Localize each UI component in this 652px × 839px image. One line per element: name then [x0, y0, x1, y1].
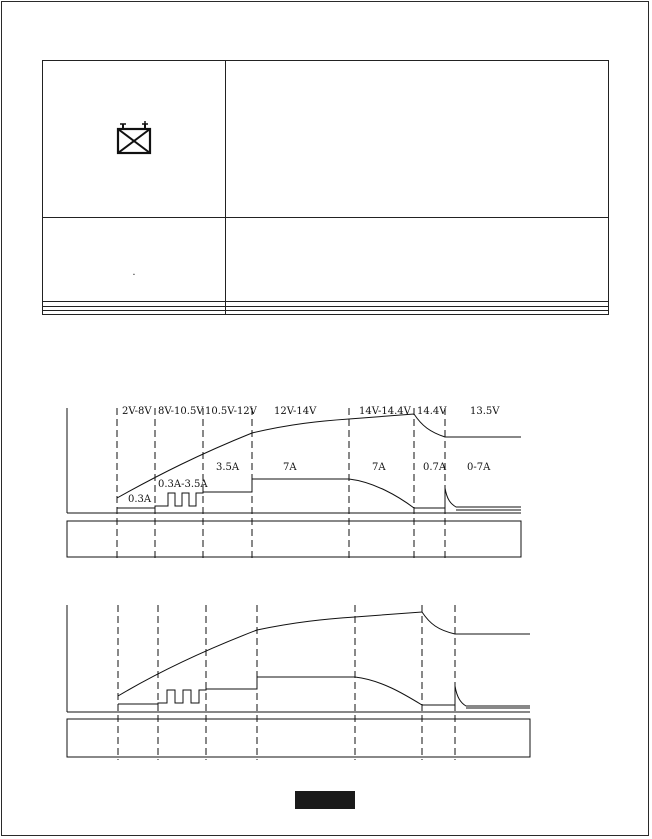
current-label: 7A — [372, 462, 386, 473]
voltage-label: 10.5V-12V — [205, 406, 257, 417]
labels-1 — [122, 406, 500, 505]
voltage-label: 14.4V — [417, 406, 447, 417]
current-label: 3.5A — [216, 462, 240, 473]
table-cell-mark: . — [132, 266, 136, 278]
voltage-curve — [118, 612, 530, 696]
current-curve — [118, 677, 530, 706]
mode-strip — [67, 521, 521, 557]
page-tab — [295, 791, 355, 809]
mode-strip — [67, 719, 530, 757]
voltage-label: 14V-14.4V — [359, 406, 411, 417]
current-label: 7A — [283, 462, 297, 473]
voltage-label: 2V-8V — [122, 406, 152, 417]
curve-2 — [67, 605, 530, 760]
current-label: 0.7A — [423, 462, 447, 473]
current-label: 0.3A-3.5A — [158, 479, 208, 490]
voltage-label: 8V-10.5V — [158, 406, 204, 417]
current-label: 0-7A — [467, 462, 491, 473]
voltage-label: 13.5V — [470, 406, 500, 417]
current-label: 0.3A — [128, 494, 152, 505]
voltage-label: 12V-14V — [274, 406, 317, 417]
curve-1 — [67, 408, 521, 560]
